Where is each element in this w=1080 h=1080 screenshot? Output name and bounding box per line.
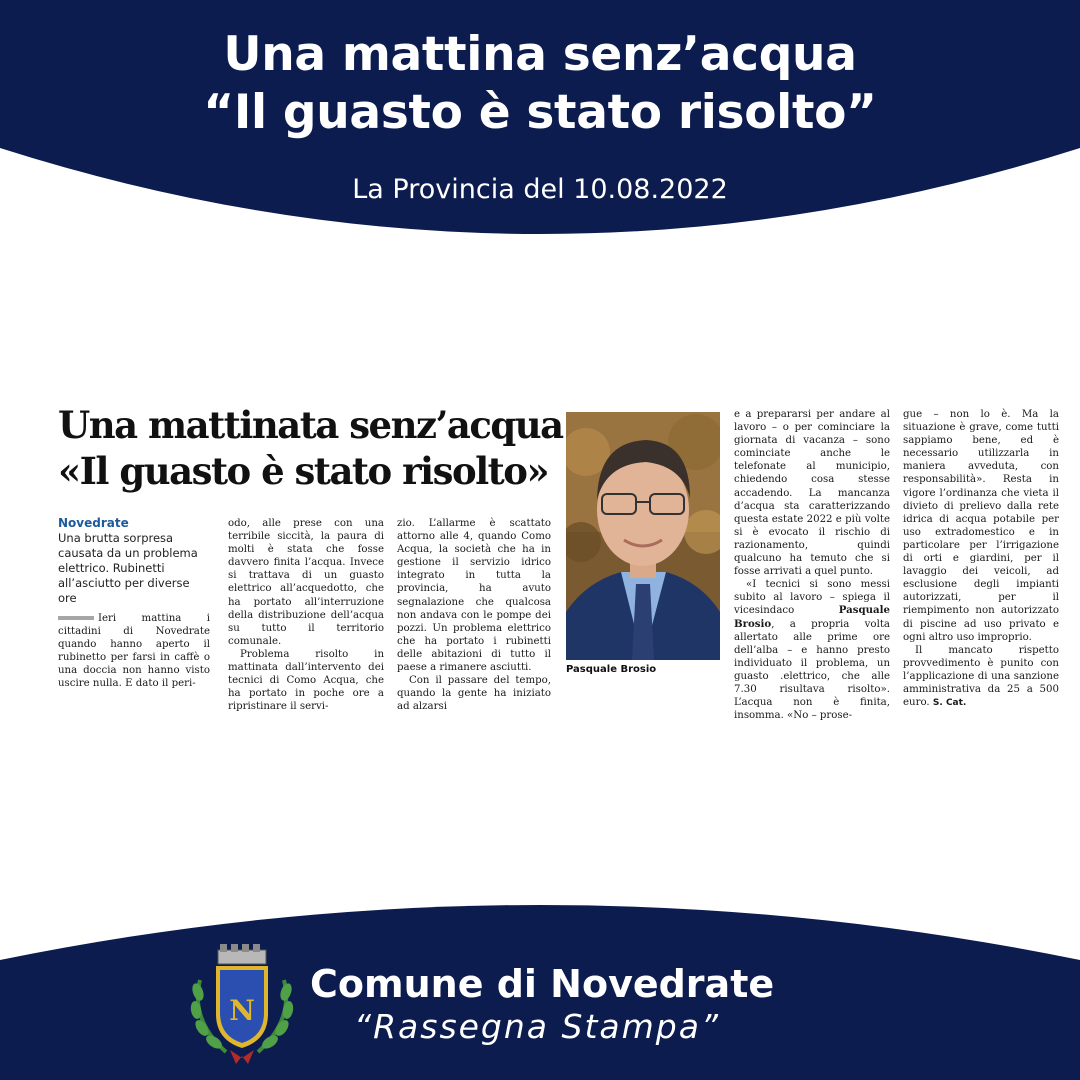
article-headline-line1: Una mattinata senz’acqua bbox=[58, 403, 563, 447]
col1-paragraph: Ieri mattina i cittadini di Novedrate quando hanno aperto il rubinetto per farsi in caffè o una doccia non hanno visto uscire nulla. E dato il peri- bbox=[58, 613, 210, 690]
col4-paragraph-2: «I tecnici si sono messi subito al lavoro – spiega il vicesindaco Pasquale Brosio, a propria volta allertato alle prime ore dell’alba – e hanno presto individuato il problema, un guasto .elettrico, che alle 7.30 risultava risolto». L’acqua non è finita, insomma. «No – prose- bbox=[734, 579, 890, 722]
col3-paragraph-2: Con il passare del tempo, quando la gente ha iniziato ad alzarsi bbox=[397, 675, 551, 713]
col3-paragraph-1: zio. L’allarme è scattato attorno alle 4, quando Como Acqua, la società che ha in gestione il servizio idrico integrato in tutta la provincia, ha avuto segnalazione che qualcosa non andava con le pompe dei pozzi. Un problema elettrico che ha portato i rubinetti delle abitazioni di tutto il paese a rimanere asciutti. bbox=[397, 518, 551, 674]
article-column-4 bbox=[734, 408, 890, 722]
article-column-1 bbox=[58, 612, 210, 691]
kicker-text: Una brutta sorpresa causata da un problema elettrico. Rubinetti all’asciutto per diverse ore bbox=[58, 531, 198, 605]
article-column-5 bbox=[903, 408, 1059, 710]
col2-paragraph-2: Problema risolto in mattinata dall’intervento dei tecnici di Como Acqua, che ha portato in poche ore a ripristinare il servi- bbox=[228, 648, 384, 713]
article-headline-line2: «Il guasto è stato risolto» bbox=[58, 449, 549, 493]
article-headline bbox=[58, 402, 563, 494]
header-title bbox=[0, 26, 1080, 142]
photo-caption: Pasquale Brosio bbox=[566, 664, 657, 675]
col5-paragraph-2: Il mancato rispetto provvedimento è punito con l’applicazione di una sanzione amministrativa da 25 a 500 euro. S. Cat. bbox=[903, 644, 1059, 709]
header-title-line2: “Il guasto è stato risolto” bbox=[203, 85, 877, 140]
author-signature: S. Cat. bbox=[932, 698, 967, 709]
col5-paragraph-1: gue – non lo è. Ma la situazione è grave, come tutti sappiamo bene, ed è necessario utilizzarla in maniera avveduta, con responsabilità». Resta in vigore l’ordinanza che vieta il divieto di prelievo dalla rete idrica di acqua potabile per uso extradomestico e in particolare per l’irrigazione di orti e giardini, per il lavaggio dei veicoli, ad esclusione degli impianti autorizzati, per il riempimento non autorizzato di piscine ad uso privato e ogni altro uso improprio. bbox=[903, 409, 1059, 643]
municipal-crest-icon bbox=[186, 940, 298, 1066]
footer-subtitle: “Rassegna Stampa” bbox=[354, 1007, 721, 1046]
header-source: La Provincia del 10.08.2022 bbox=[352, 174, 728, 205]
col4-paragraph-1: e a prepararsi per andare al lavoro – o per cominciare la giornata di vacanza – sono cominciate anche le telefonate al municipio, chiedendo cosa stesse accadendo. La mancanza d’acqua sta caratterizzando questa estate 2022 e più volte si è evocato il rischio di razionamento, quindi qualcuno ha temuto che si fosse arrivati a quel punto. bbox=[734, 409, 890, 578]
article-column-2 bbox=[228, 517, 384, 713]
kicker-place: Novedrate bbox=[58, 516, 129, 530]
header-title-line1: Una mattina senz’acqua bbox=[223, 27, 857, 82]
col2-paragraph-1: odo, alle prese con una terribile siccità, la paura di molti è stata che fosse davvero finita l’acqua. Invece si trattava di un guasto elettrico all’acquedotto, che ha portato all’interruzione della distribuzione dell’acqua su tutto il territorio comunale. bbox=[228, 518, 384, 647]
article-column-3 bbox=[397, 517, 551, 713]
footer-name: Comune di Novedrate bbox=[310, 962, 775, 1006]
article-kicker bbox=[58, 516, 208, 606]
crest-letter: N bbox=[229, 994, 255, 1027]
lead-marker bbox=[58, 616, 94, 620]
person-name: Pasquale Brosio bbox=[734, 604, 890, 630]
portrait-photo bbox=[566, 412, 720, 660]
